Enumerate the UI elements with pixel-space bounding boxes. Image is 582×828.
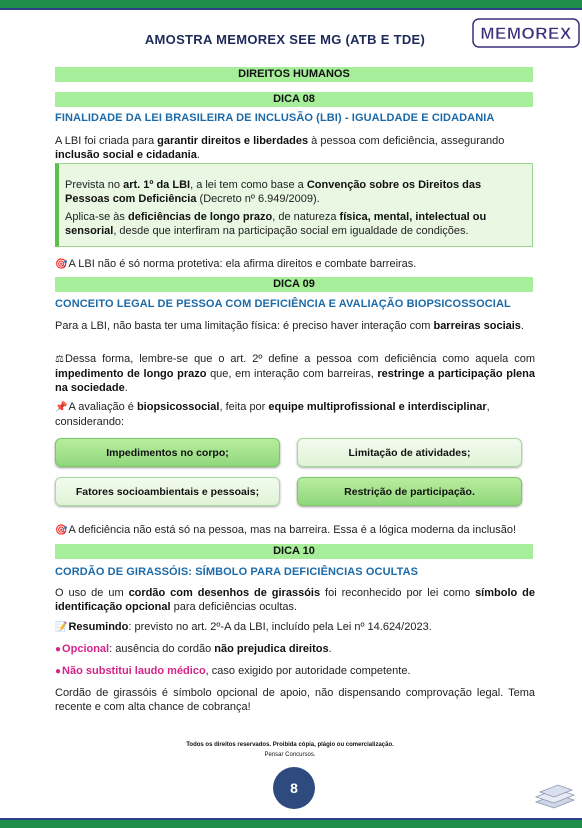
bottom-border [0,820,582,828]
dica-09-subtitle: CONCEITO LEGAL DE PESSOA COM DEFICIÊNCIA E AVALIAÇÃO BIOPSICOSSOCIAL [55,298,511,310]
dica-10-no-substitute: ●Não substitui laudo médico, caso exigido por autoridade competente. [55,665,411,677]
criterion-body-impairments: Impedimentos no corpo; [55,438,280,467]
dica-08-highlight-box [55,163,533,247]
dica-10-bar: DICA 10 [55,544,533,559]
dica-08-box-paragraph-2: Aplica-se às deficiências de longo prazo, de natureza física, mental, intelectual ou sensorial, desde que interfiram na participação social em igualdade de condições. [65,211,487,237]
pushpin-icon: 📌 [55,402,68,413]
dica-10-summary: 📝Resumindo: previsto no art. 2º-A da LBI, incluído pela Lei nº 14.624/2023. [55,621,432,633]
dica-09-bar: DICA 09 [55,277,533,292]
dica-09-paragraph-2: ⚖Dessa forma, lembre-se que o art. 2º define a pessoa com deficiência como aquela com impedimento de longo prazo que, em interação com barreiras, restringe a participação plena na sociedade. [55,353,535,394]
target-icon: 🎯 [55,525,68,536]
top-border [0,0,582,8]
criterion-participation-restriction: Restrição de participação. [297,477,522,506]
dica-09-tip: 🎯A deficiência não está só na pessoa, mas na barreira. Essa é a lógica moderna da inclusão! [55,524,517,536]
dica-08-tip: 🎯A LBI não é só norma protetiva: ela afirma direitos e combate barreiras. [55,258,417,270]
dica-10-optional: ●Opcional: ausência do cordão não prejudica direitos. [55,643,332,655]
criterion-environmental-factors: Fatores socioambientais e pessoais; [55,477,280,506]
pink-bullet-icon: ● [55,644,62,655]
dica-08-box-paragraph-1: Prevista no art. 1º da LBI, a lei tem como base a Convenção sobre os Direitos das Pessoas com Deficiência (Decreto nº 6.949/2009). [65,179,482,205]
memorex-logo [472,18,580,48]
dica-09-paragraph-3: 📌A avaliação é biopsicossocial, feita por equipe multiprofissional e interdisciplinar, considerando: [55,401,490,428]
dica-08-subtitle: FINALIDADE DA LEI BRASILEIRA DE INCLUSÃO (LBI) - IGUALDADE E CIDADANIA [55,112,495,124]
dica-10-paragraph-1: O uso de um cordão com desenhos de girassóis foi reconhecido por lei como símbolo de identificação opcional para deficiências ocultas. [55,587,536,613]
criterion-activity-limitation: Limitação de atividades; [297,438,522,467]
document-icon: 📝 [55,622,68,633]
pink-bullet-icon: ● [55,666,62,677]
page-number: 8 [273,767,315,809]
target-icon: 🎯 [55,259,68,270]
dica-09-paragraph-1: Para a LBI, não basta ter uma limitação física: é preciso haver interação com barreiras sociais. [55,320,524,332]
svg-text:MEMOREX: MEMOREX [480,24,572,43]
footer-brand: Pensar Concursos. [264,752,316,758]
dica-10-paragraph-2: Cordão de girassóis é símbolo opcional de apoio, não dispensando comprovação legal. Tema recente e com alta chance de cobrança! [55,687,535,713]
page-title: AMOSTRA MEMOREX SEE MG (ATB E TDE) [144,32,426,47]
dica-08-bar: DICA 08 [55,92,533,107]
section-title-bar: DIREITOS HUMANOS [55,67,533,82]
dica-10-subtitle: CORDÃO DE GIRASSÓIS: SÍMBOLO PARA DEFICIÊNCIAS OCULTAS [55,566,419,578]
top-border-accent [0,8,582,10]
scales-icon: ⚖ [55,354,64,365]
footer-rights: Todos os direitos reservados. Proibida cópia, plágio ou comercialização. [186,742,394,748]
stacked-books-icon [532,784,578,810]
dica-08-intro: A LBI foi criada para garantir direitos e liberdades à pessoa com deficiência, assegurando inclusão social e cidadania. [55,135,505,161]
